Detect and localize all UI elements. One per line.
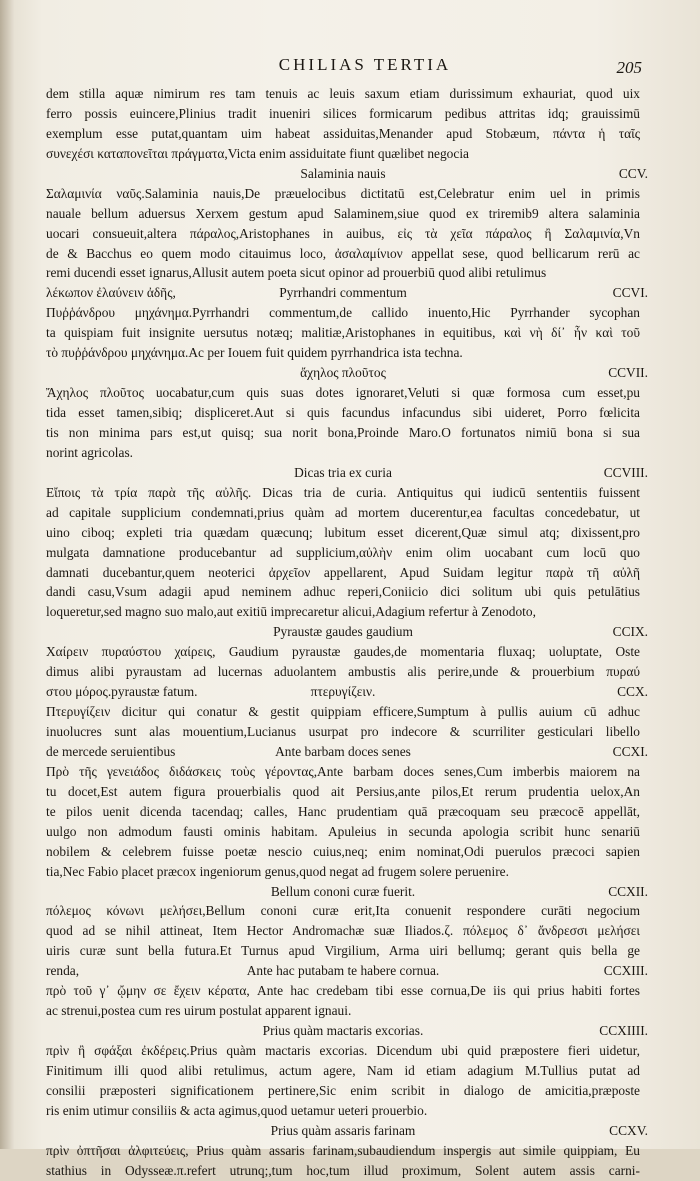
adage-number: CCXIII. — [603, 963, 648, 979]
adage-number: CCX. — [617, 684, 648, 700]
text-line: loqueretur,sed magno suo malo,aut exitiū imprecaretur alicui,Adagium refertur à Zenodoto, — [46, 604, 536, 620]
binding-gutter — [0, 0, 14, 1149]
adage-title: Prius quàm mactaris excorias. — [262, 1023, 424, 1039]
text-line: ta quispiam fuit insignite uersutus notæq; malitiæ,Aristophanes in equitibus, καὶ νὴ δί᾽ ἦν καὶ τοῦ — [46, 325, 640, 341]
text-line: πόλεμος κόνωνι μελήσει,Bellum cononi curæ erit,Ita conuenit respondere curāti negocium — [46, 903, 640, 919]
text-line: de & Bacchus eo quem modo citauimus loco, ἀσαλαμίνιον appellat sese, quod bellicarum rerū ac — [46, 245, 640, 261]
adage-heading — [46, 463, 648, 483]
text-line: te pilos uenit dicenda tacendaq; calles, Hanc prudentiam quā præcoquam seu præcocē appellāt, — [46, 803, 640, 819]
text-line: nobilem & celebrem fuisse poetæ nescio cuius,neq; enim nominat,Odi puerulos præcoci sapien — [46, 843, 640, 859]
text-line: Πυῤῥάνδρου μηχάνημα.Pyrrhandri commentum,de callido inuento,Hic Pyrrhander sycophan — [46, 305, 640, 321]
text-line: quod ad se nihil attineat, Item Hector Andromachæ suæ Iliados.ζ. πόλεμος δ᾽ ἄνδρεσσι μελήσει — [46, 923, 640, 939]
adage-heading — [46, 682, 648, 702]
adage-title: Salaminia nauis — [300, 165, 386, 181]
line-run-in-text: στου μόρος.pyraustæ fatum. — [46, 684, 198, 700]
text-line: dandi casu,Vsum adagii apud neminem adhuc reperi,Coniicio dici solitum ubi quis petulātius — [46, 584, 640, 600]
text-line: ac strenui,postea cum res uirum postulat apparent ignaui. — [46, 1003, 352, 1019]
text-line: nauale bellum aduersus Xerxem gestum apud Salaminem,siue quod ex triremib9 altera salaminia — [46, 205, 640, 221]
adage-heading — [46, 622, 648, 642]
text-line: ferro possis euincere,Plinius tradit inueniri silices formicarum pedibus attritas idq; grauissimū — [46, 105, 640, 121]
text-line: dem stilla aquæ nimirum res tam tenuis ac leuis saxum etiam durissimum exhauriat, quod uix — [46, 86, 640, 101]
adage-heading — [46, 961, 648, 981]
text-line: stathius in Odysseæ.π.refert utrunq;,tum hoc,tum illud proximum, Solent autem assis carni- — [46, 1162, 640, 1178]
adage-number: CCVII. — [608, 365, 648, 381]
text-line: tu docet,Est autem figura prouerbialis quod ait Persius,ante pilos,Et rerum prudentia uelox,An — [46, 783, 640, 799]
text-line: Πτερυγίζειν dicitur qui conatur & gestit quippiam efficere,Sumptum à pullis auium cū adhuc — [46, 704, 640, 720]
text-line: Πρὸ τῆς γενειάδος διδάσκεις τοὺς γέροντας,Ante barbam doces senes,Cum imberbis maiorem na — [46, 763, 640, 779]
text-line: τὸ πυῤῥάνδρου μηχάνημα.Ac per Iouem fuit quidem pyrrhandrica ista techna. — [46, 345, 463, 361]
text-line: consilii præposteri significationem pertinere,Sic enim scribit in dialogo de amicitia,præposte — [46, 1082, 640, 1098]
adage-title: πτερυγίζειν. — [310, 684, 376, 700]
text-line: uino ciboq; expleti tria quædam quæcunq; lubitum esset dicerent,Quæ simul atq; dixissent,pro — [46, 524, 640, 540]
adage-heading — [46, 363, 648, 383]
adage-title: Bellum cononi curæ fuerit. — [270, 883, 416, 899]
adage-title: Ante hac putabam te habere cornua. — [246, 963, 440, 979]
adage-title: Ante barbam doces senes — [275, 743, 411, 759]
text-line: remi ducendi esset ignarus,Allusit autem poeta sicut opinor ad prouerbiū quod alibi retulimus — [46, 265, 547, 281]
adage-number: CCVIII. — [603, 464, 648, 480]
text-line: πρὶν ὀπτῆσαι ἀλφιτεύεις, Prius quàm assaris farinam,subaudiendum inspergis aut simile quippiam, Eu — [46, 1142, 640, 1158]
adage-number: CCXII. — [608, 883, 648, 899]
adage-heading — [46, 283, 648, 303]
adage-heading — [46, 164, 648, 184]
text-line: uiris curæ sunt bella futura.Et Turnus apud Virgilium, Arma uiri bellumq; gerant quis bella ge — [46, 943, 640, 959]
adage-number: CCXI. — [612, 743, 648, 759]
text-line: uocari consueuit,altera πάραλος,Aristophanes in auibus, εἰς τὰ χεῖα πάραλος ἢ Σαλαμινία,Vn — [46, 225, 640, 241]
page-number: 205 — [616, 58, 642, 77]
line-run-in-text: renda, — [46, 963, 80, 979]
text-line: Εἴποις τὰ τρία παρὰ τῆς αὐλῆς. Dicas tria de curia. Antiquitus qui iudicū sententiis fuissent — [46, 484, 640, 500]
adage-number: CCVI. — [612, 285, 648, 301]
text-line: Finitimum illi quod alibi retulimus, actum agere, Nam id etiam adagium M.Tullius putat ad — [46, 1062, 640, 1078]
adage-heading — [46, 1121, 648, 1141]
adage-title: Pyrrhandri commentum — [279, 285, 407, 301]
text-line: Σαλαμινία ναῦς.Salaminia nauis,De præuelocibus dictitatū est,Celebratur enim uel in primis — [46, 185, 640, 201]
text-line: tis non minima pars est,ut quisq; sua norit bona,Proinde Maro.O fortunatos nimiū bona si sua — [46, 424, 640, 440]
text-line: inuolucres sunt alas mouentium,Lucianus usurpat pro indecore & scurriliter gesticulari libello — [46, 724, 640, 739]
text-line: exemplum esse putat,quantam uim habeat assiduitas,Menander apud Stobæum, πάντα ἡ ταῖς — [46, 125, 640, 141]
text-line: mulgata damnatione producebantur ad supplicium,αὐλὴν enim olim uocabant cum locū quo — [46, 544, 640, 560]
text-line: ad capitale supplicium condemnati,prius quàm ad mortem ducerentur,ea facultas concedebatur, ut — [46, 504, 640, 520]
text-line: tida esset tamen,sibiq; displiceret.Aut si quis facundus infacundus sibi uideret, Porro fœlicita — [46, 405, 640, 420]
adage-number: CCIX. — [612, 624, 648, 640]
adage-number: CCXV. — [609, 1122, 648, 1138]
text-line: Χαίρειν πυραύστου χαίρεις, Gaudium pyraustæ gaudes,de momentaria fluxaq; uoluptate, Oste — [46, 644, 640, 660]
adage-heading — [46, 742, 648, 762]
adage-number: CCXIIII. — [599, 1023, 648, 1039]
adage-number: CCV. — [618, 165, 648, 181]
text-line: dimus alibi pyraustam ad lucernas aduolantem ambustis alis perire,unde & prouerbium πυραύ — [46, 664, 640, 680]
text-line: συνεχέσι καταπονεῖται πράγματα,Victa enim assiduitate fiunt quælibet negocia — [46, 145, 469, 161]
line-run-in-text: de mercede seruientibus — [46, 743, 176, 759]
main-text-column — [46, 84, 648, 1181]
adage-title: ἄχηλος πλοῦτος — [300, 365, 386, 381]
text-line: damnati ducebantur,quem neoterici ἀρχεῖον appellarent, Apud Suidam legitur παρὰ τῆ αὐλῆ — [46, 564, 640, 580]
text-line: Ἄχηλος πλοῦτος uocabatur,cum quis suas dotes ignoraret,Veluti si quæ formosa cum esset,pu — [46, 385, 640, 401]
text-line: πρὸ τοῦ γ᾽ ᾤμην σε ἔχειν κέρατα, Ante hac credebam tibi esse cornua,De iis qui prius habiti fortes — [46, 983, 640, 999]
line-run-in-text: λέκωπον ἐλαύνειν ἀδῆς, — [46, 285, 176, 301]
text-line: uulgo non admodum fausti ominis habitam. Apuleius in secunda apologia scribit hunc senariū — [46, 823, 640, 839]
adage-heading — [46, 882, 648, 902]
adage-title: Pyraustæ gaudes gaudium — [273, 624, 413, 640]
adage-title: Prius quàm assaris farinam — [270, 1122, 416, 1138]
text-line: tia,Nec Fabio placet præcox ingeniorum genus,quod negat ad frugem solere peruenire. — [46, 863, 509, 879]
adage-title: Dicas tria ex curia — [294, 464, 392, 480]
text-line: norint agricolas. — [46, 444, 134, 460]
running-title: CHILIAS TERTIA — [278, 55, 452, 74]
text-line: πρὶν ἢ σφάξαι ἐκδέρεις.Prius quàm mactaris excorias. Dicendum ubi quid præpostere fieri uidetur, — [46, 1043, 640, 1058]
text-line: ris enim utimur consiliis & acta agimus,quod uetamur ueteri prouerbio. — [46, 1102, 428, 1118]
adage-heading — [46, 1021, 648, 1041]
